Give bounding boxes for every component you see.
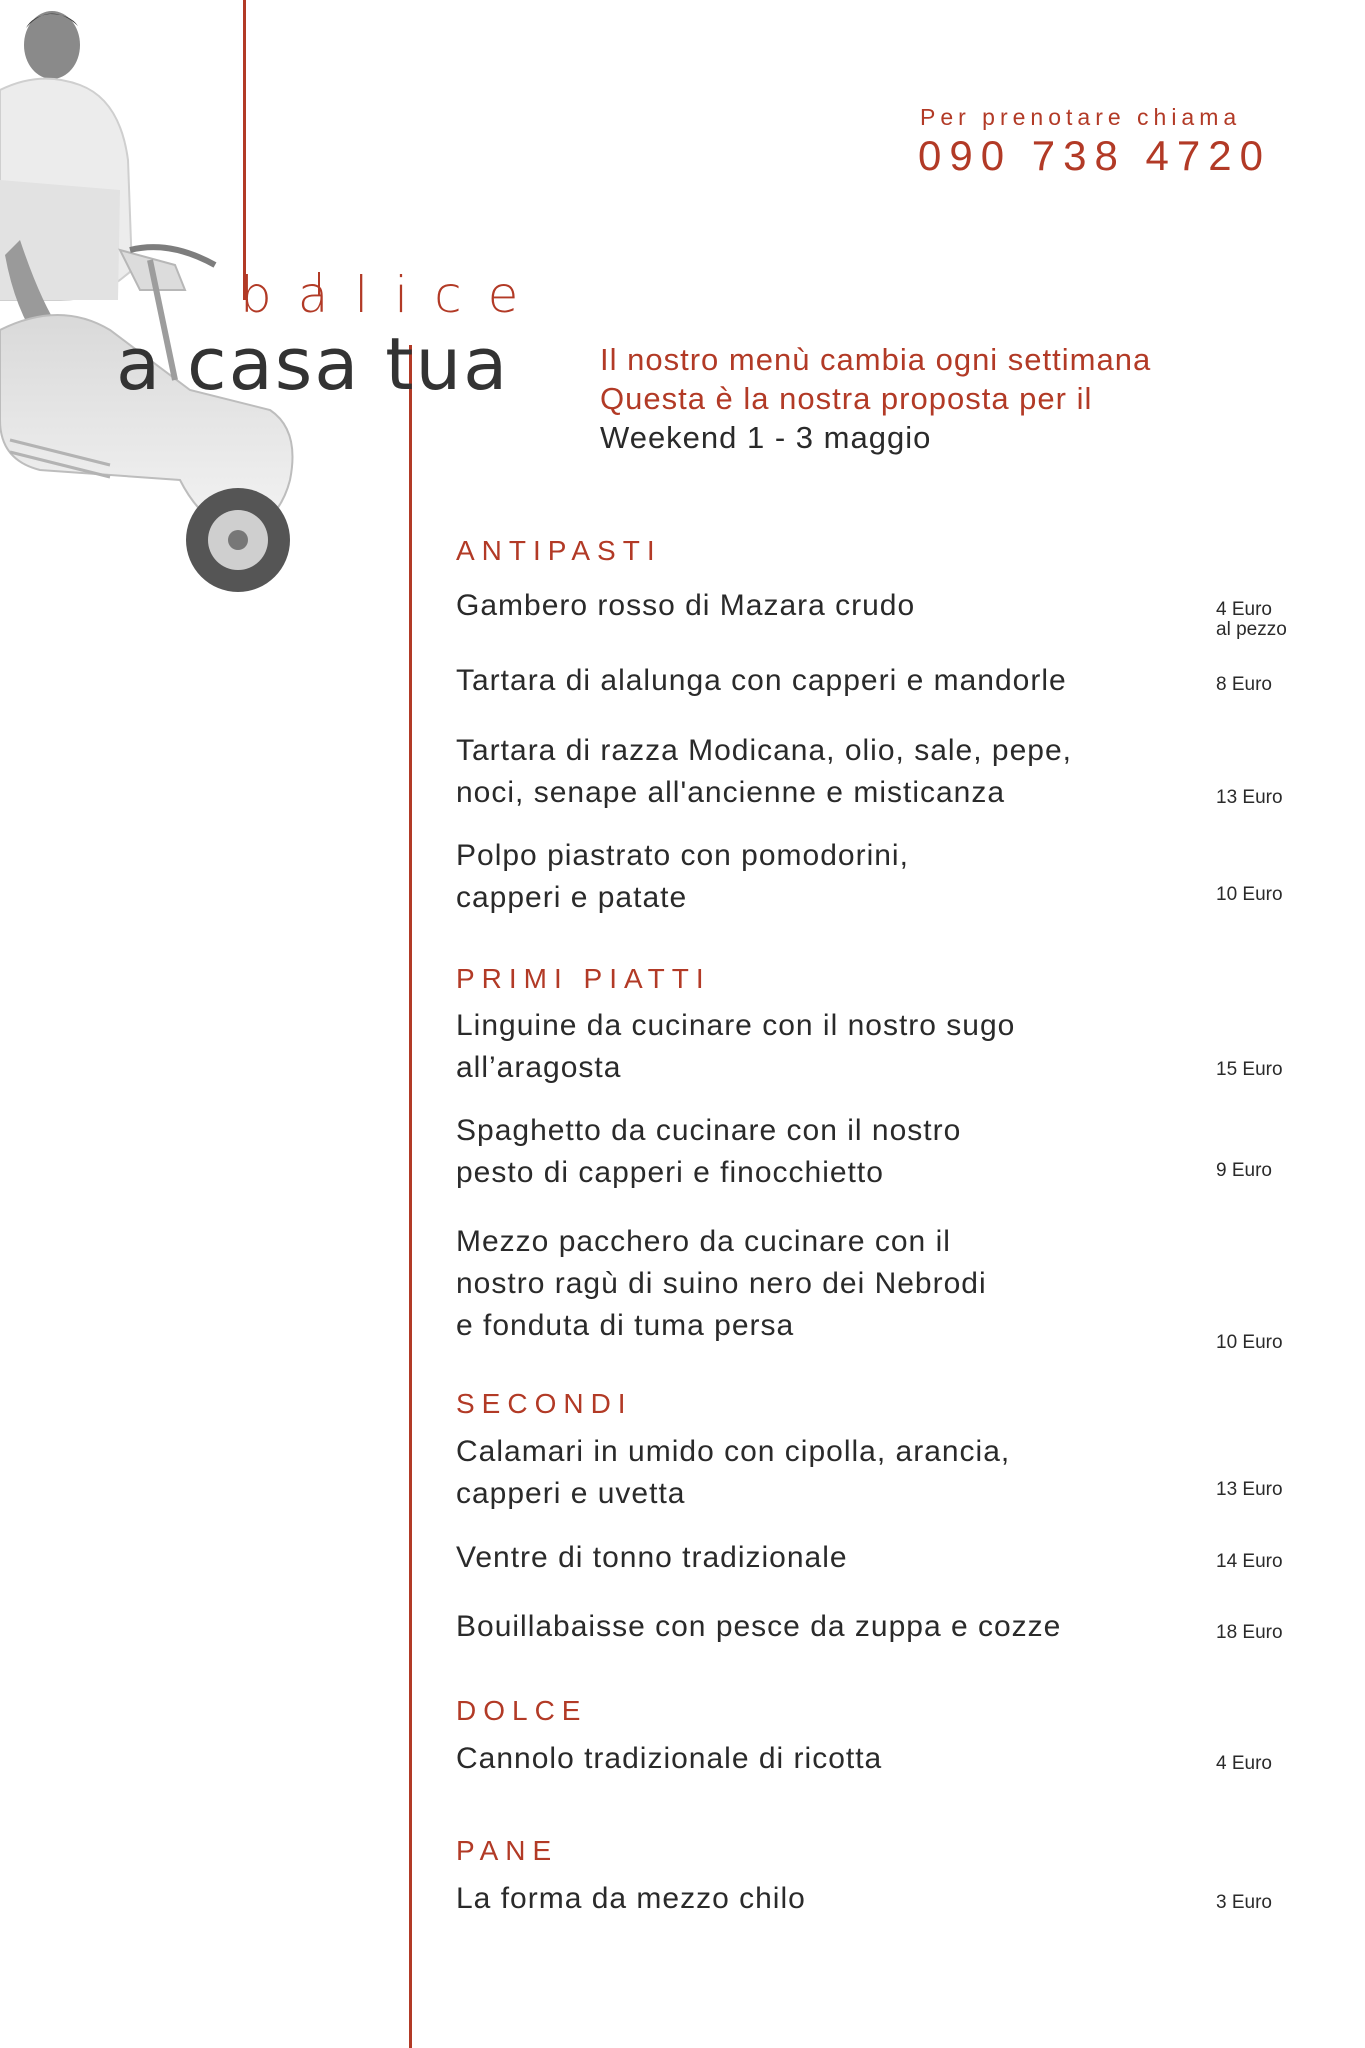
section-title-secondi: SECONDI bbox=[456, 1388, 633, 1419]
menu-item-price: 10 Euro bbox=[1216, 884, 1283, 905]
menu-item-line: La forma da mezzo chilo bbox=[456, 1882, 806, 1915]
menu-item bbox=[456, 660, 1196, 702]
menu-item-line: Spaghetto da cucinare con il nostro bbox=[456, 1114, 962, 1147]
intro-line: Il nostro menù cambia ogni settimana bbox=[600, 342, 1152, 377]
menu-item-price: 3 Euro bbox=[1216, 1892, 1272, 1913]
menu-item-line: nostro ragù di suino nero dei Nebrodi bbox=[456, 1267, 987, 1300]
menu-item-price bbox=[1216, 600, 1336, 640]
menu-item bbox=[456, 1431, 1196, 1515]
menu-item-line: pesto di capperi e finocchietto bbox=[456, 1156, 884, 1189]
menu-item-price: 8 Euro bbox=[1216, 674, 1272, 695]
menu-item-line: all’aragosta bbox=[456, 1051, 622, 1084]
intro-line: Questa è la nostra proposta per il bbox=[600, 381, 1093, 416]
section-title-dolce: DOLCE bbox=[456, 1695, 588, 1726]
menu-item bbox=[456, 835, 1196, 919]
menu-item bbox=[456, 730, 1196, 814]
vertical-rule-top bbox=[243, 0, 246, 300]
menu-item-line: capperi e uvetta bbox=[456, 1477, 686, 1510]
menu-item-line: Mezzo pacchero da cucinare con il bbox=[456, 1225, 951, 1258]
menu-item bbox=[456, 1606, 1196, 1648]
menu-item bbox=[456, 1110, 1196, 1194]
menu-item-line: e fonduta di tuma persa bbox=[456, 1309, 795, 1342]
price-value: 4 Euro bbox=[1216, 599, 1272, 620]
menu-item bbox=[456, 1738, 1196, 1780]
menu-item-line: Polpo piastrato con pomodorini, bbox=[456, 839, 909, 872]
menu-item-price: 9 Euro bbox=[1216, 1160, 1272, 1181]
intro-text bbox=[600, 340, 1151, 457]
menu-item-line: capperi e patate bbox=[456, 881, 688, 914]
menu-item-line: Calamari in umido con cipolla, arancia, bbox=[456, 1435, 1011, 1468]
section-title-primi-piatti: PRIMI PIATTI bbox=[456, 963, 711, 994]
menu-item bbox=[456, 1005, 1196, 1089]
intro-weekend: Weekend 1 - 3 maggio bbox=[600, 420, 932, 455]
menu-item-line: Tartara di alalunga con capperi e mandorle bbox=[456, 664, 1067, 697]
menu-item-line: Ventre di tonno tradizionale bbox=[456, 1541, 848, 1574]
brand-name: balice bbox=[240, 266, 545, 324]
menu-item-price: 13 Euro bbox=[1216, 1479, 1283, 1500]
menu-item-line: Bouillabaisse con pesce da zuppa e cozze bbox=[456, 1610, 1062, 1643]
phone-number[interactable]: 090 738 4720 bbox=[918, 132, 1271, 179]
menu-item-price: 13 Euro bbox=[1216, 787, 1283, 808]
section-title-pane: PANE bbox=[456, 1835, 559, 1866]
vertical-rule-main bbox=[409, 345, 412, 2048]
menu-item-price: 10 Euro bbox=[1216, 1332, 1283, 1353]
price-note: al pezzo bbox=[1216, 619, 1287, 640]
menu-item bbox=[456, 1221, 1196, 1347]
menu-item-price: 15 Euro bbox=[1216, 1059, 1283, 1080]
menu-item-price: 14 Euro bbox=[1216, 1551, 1283, 1572]
menu-item-line: Gambero rosso di Mazara crudo bbox=[456, 589, 916, 622]
section-title-antipasti: ANTIPASTI bbox=[456, 535, 662, 566]
menu-item-line: Linguine da cucinare con il nostro sugo bbox=[456, 1009, 1016, 1042]
menu-item-line: Cannolo tradizionale di ricotta bbox=[456, 1742, 883, 1775]
menu-item-line: Tartara di razza Modicana, olio, sale, pepe, bbox=[456, 734, 1072, 767]
menu-item-price: 4 Euro bbox=[1216, 1753, 1272, 1774]
menu-item-price: 18 Euro bbox=[1216, 1622, 1283, 1643]
menu-item bbox=[456, 1878, 1196, 1920]
menu-item bbox=[456, 1537, 1196, 1579]
brand-tagline: a casa tua bbox=[116, 322, 510, 406]
phone-label: Per prenotare chiama bbox=[920, 104, 1242, 130]
menu-item-line: noci, senape all'ancienne e misticanza bbox=[456, 776, 1006, 809]
menu-item bbox=[456, 585, 1196, 627]
